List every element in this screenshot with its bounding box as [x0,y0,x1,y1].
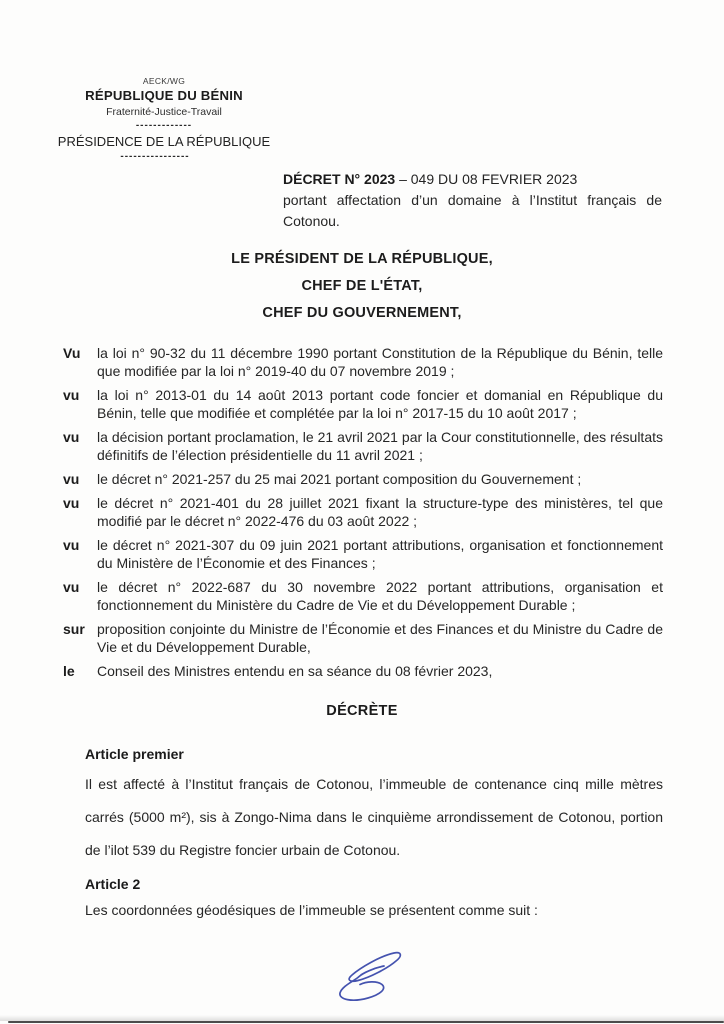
article-2-heading: Article 2 [85,876,141,892]
recital-label: sur [63,621,85,637]
recital-text: le décret n° 2021-257 du 25 mai 2021 portant composition du Gouvernement ; [97,471,582,487]
recital-row [63,470,663,488]
separator-dashes: ---------------- [120,151,190,162]
authority-heading [0,251,724,332]
decree-number-bold: DÉCRET N° 2023 [283,171,396,187]
decree-title-block [283,169,662,231]
recital-text: la loi n° 90-32 du 11 décembre 1990 portant Constitution de la République du Bénin, telle que modifiée par la loi n° 2019-40 du 07 novembre 2019 ; [97,345,663,379]
recital-row [63,662,663,680]
recital-row [63,536,663,572]
recital-row [63,620,663,656]
recital-text: le décret n° 2021-401 du 28 juillet 2021 fixant la structure-type des ministères, tel que modifié par le décret n° 2022-476 du 03 août 2022 ; [97,495,663,529]
article-2-body: Les coordonnées géodésiques de l’immeuble se présentent comme suit : [85,902,538,918]
article-1-body: Il est affecté à l’Institut français de Cotonou, l’immeuble de contenance cinq mille mètres carrés (5000 m²), sis à Zongo-Nima dans le cinquième arrondissement de Cotonou, portion de l’ilot 539 du Registre foncier urbain de Cotonou. [85,776,663,858]
country-name: RÉPUBLIQUE DU BÉNIN [85,88,243,103]
signature-scribble [330,944,414,1006]
decree-number-line [283,169,662,189]
enactment-word: DÉCRÈTE [326,703,398,719]
recitals-list [63,344,663,686]
authority-line-2: CHEF DE L'ÉTAT, [301,278,423,294]
recital-label: vu [63,537,80,553]
authority-line-1: LE PRÉSIDENT DE LA RÉPUBLIQUE, [231,251,493,267]
registry-code: AECK/WG [142,76,186,86]
recital-row [63,344,663,380]
recital-row [63,428,663,464]
letterhead [50,76,278,161]
recital-text: le décret n° 2021-307 du 09 juin 2021 portant attributions, organisation et fonctionnement du Ministère de l’Économie et des Finances ; [97,537,663,571]
recital-label: Vu [63,345,81,361]
recital-label: vu [63,429,80,445]
recital-text: le décret n° 2022-687 du 30 novembre 2022 portant attributions, organisation et fonctionnement du Ministère du Cadre de Vie et du Développement Durable ; [97,579,663,613]
recital-text: Conseil des Ministres entendu en sa séance du 08 février 2023, [97,663,493,679]
decree-number-rest: – 049 DU 08 FEVRIER 2023 [395,171,578,187]
decree-subject: portant affectation d’un domaine à l’Institut français de Cotonou. [283,192,662,229]
recital-label: vu [63,471,80,487]
recital-label: vu [63,387,80,403]
recital-text: proposition conjointe du Ministre de l’Économie et des Finances et du Ministre du Cadre de Vie et du Développement Durable, [97,621,663,655]
recital-row [63,578,663,614]
scan-edge-line [8,1021,724,1024]
recital-text: la loi n° 2013-01 du 14 août 2013 portant code foncier et domanial en République du Bénin, telle que modifiée et complétée par la loi n° 2017-15 du 10 août 2017 ; [97,387,663,421]
recital-label: vu [63,579,80,595]
recital-row [63,494,663,530]
signature-initials-icon [330,944,414,1006]
recital-label: le [63,663,75,679]
national-motto: Fraternité-Justice-Travail [106,106,222,118]
article-1-heading: Article premier [85,746,184,762]
separator-dashes: ------------- [135,120,193,131]
institution-name: PRÉSIDENCE DE LA RÉPUBLIQUE [57,134,271,149]
recital-text: la décision portant proclamation, le 21 avril 2021 par la Cour constitutionnelle, des résultats définitifs de l’élection présidentielle du 11 avril 2021 ; [97,429,663,463]
recital-label: vu [63,495,80,511]
recital-row [63,386,663,422]
authority-line-3: CHEF DU GOUVERNEMENT, [262,305,462,321]
